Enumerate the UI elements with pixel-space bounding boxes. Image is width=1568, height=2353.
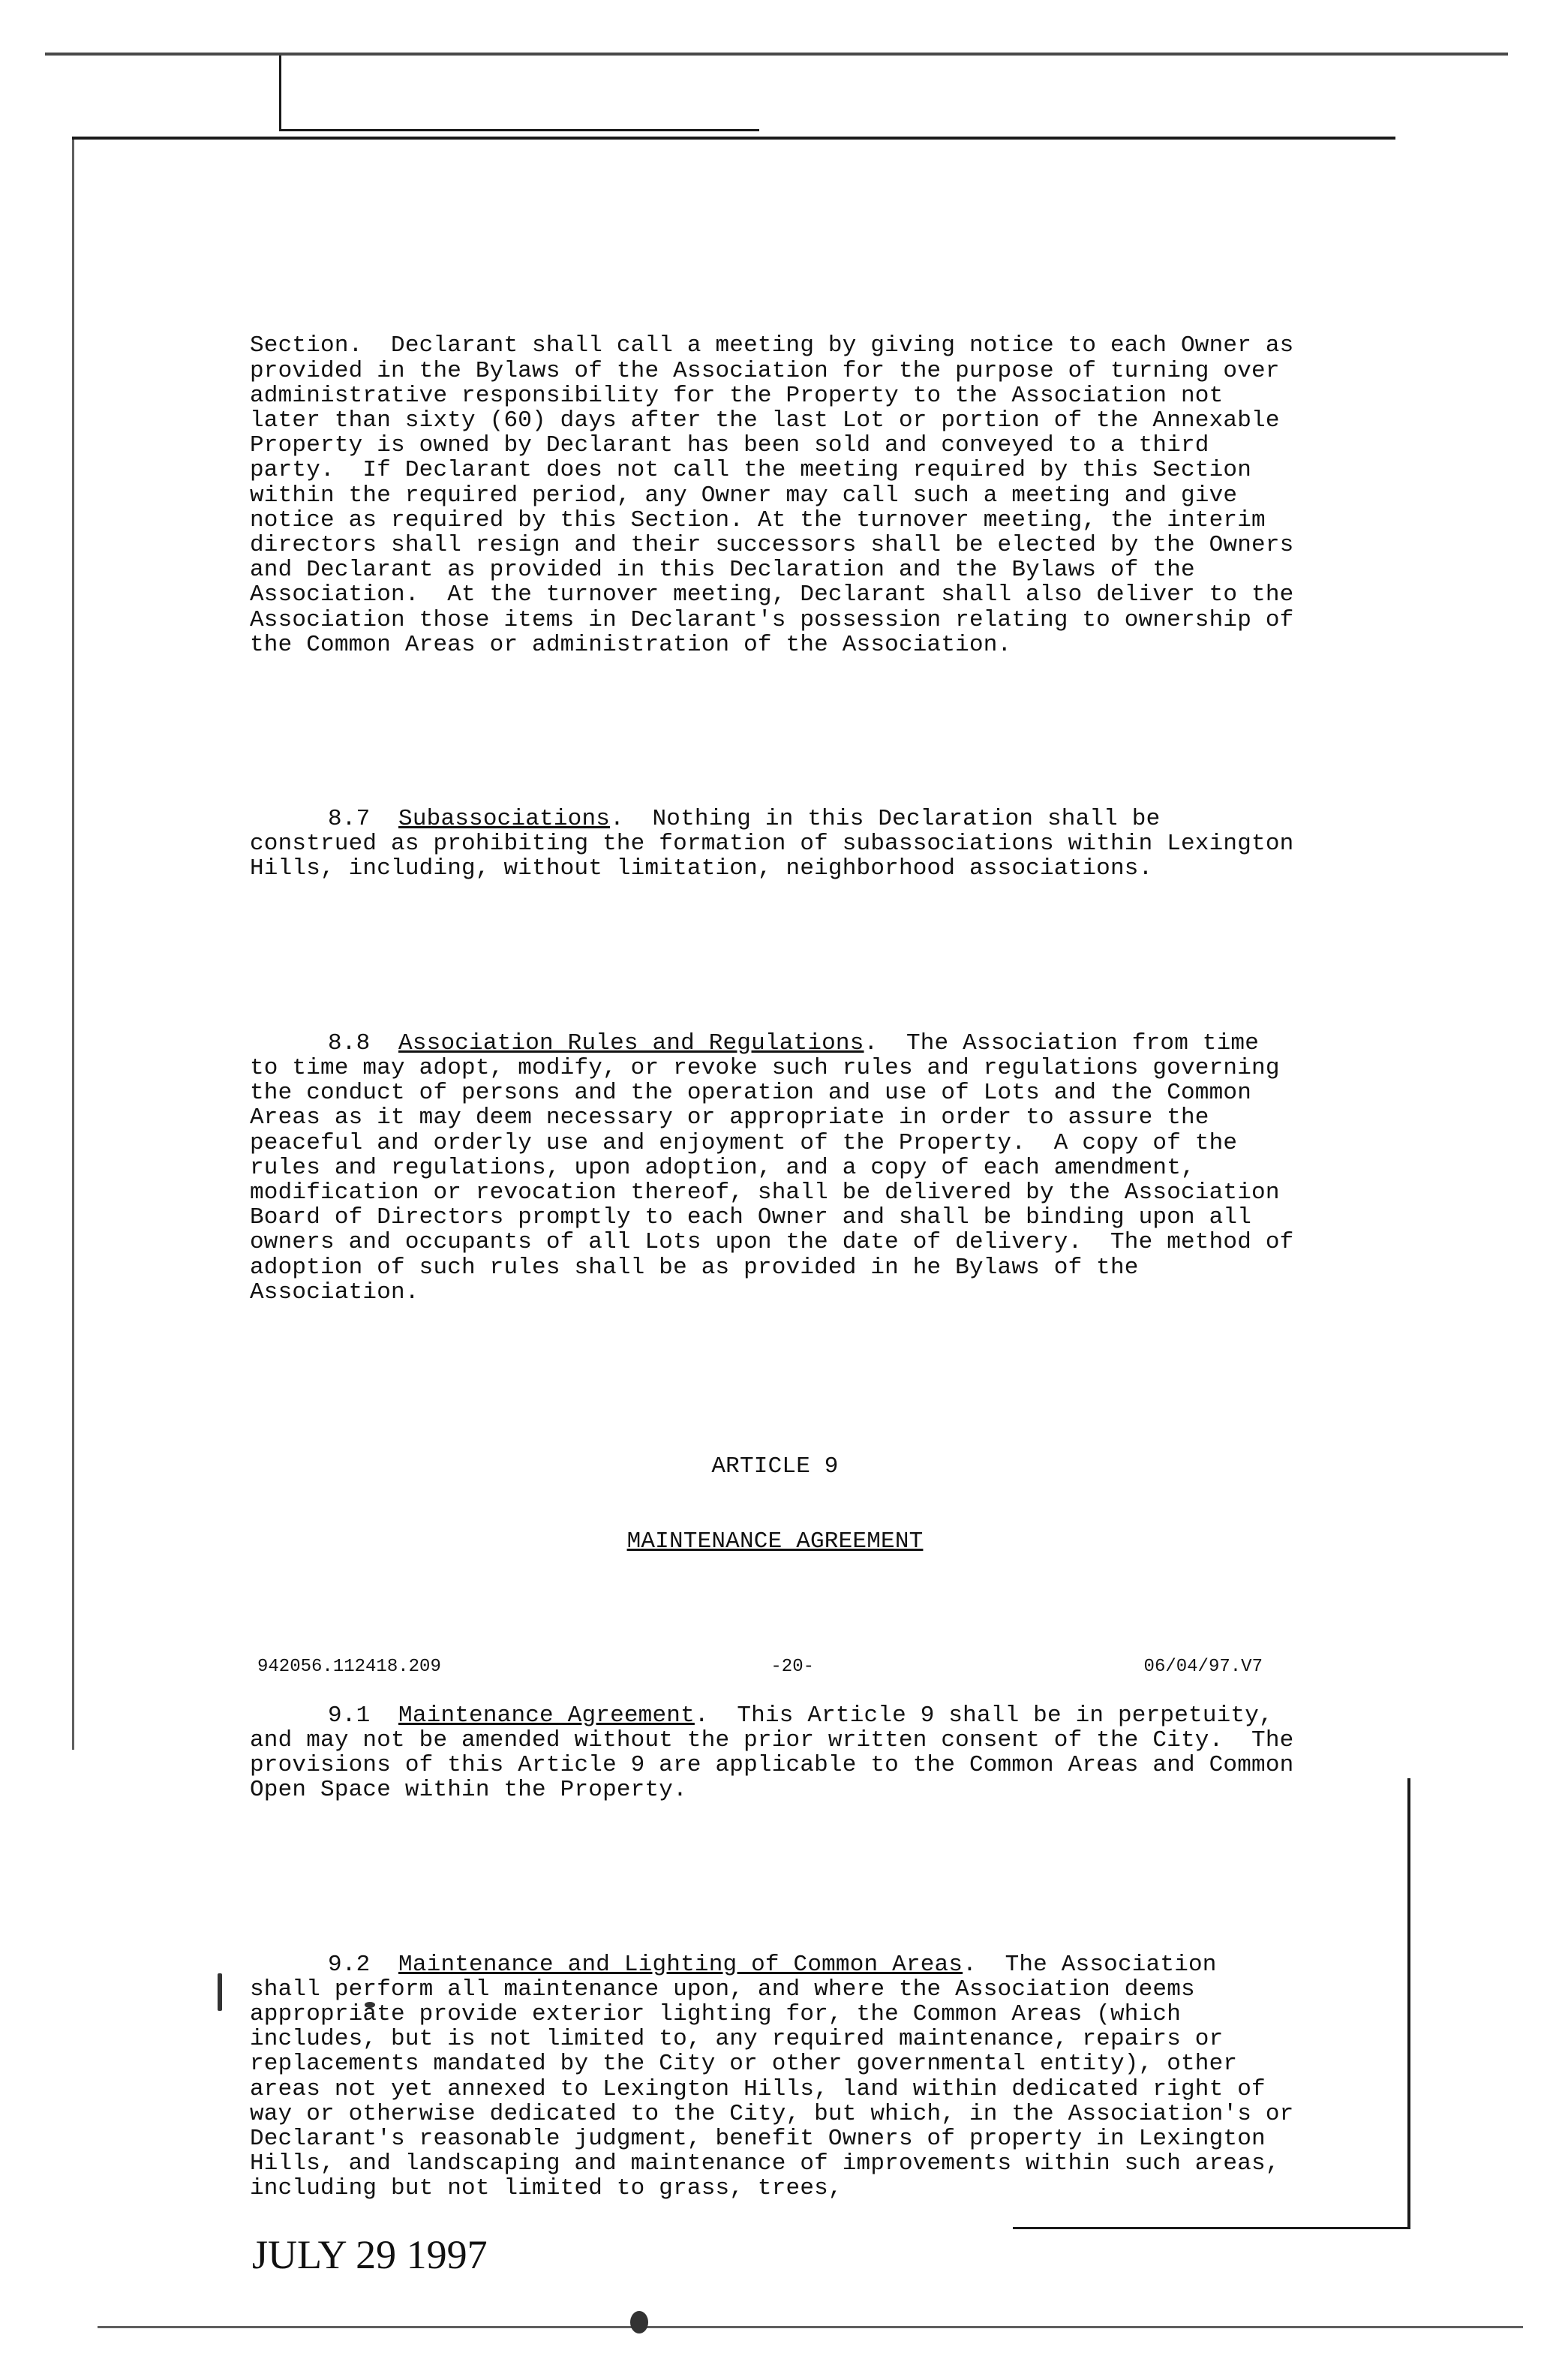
section-number: 9.2 [328, 1951, 371, 1978]
scan-tab-box [279, 56, 281, 131]
article-subheading: MAINTENANCE AGREEMENT [626, 1528, 924, 1555]
section-text: . Nothing in this Declaration shall be construed as prohibiting the formation of subassociations within Lexington Hills, including, without limitation, neighborhood associations. [250, 806, 1308, 882]
paragraph: Section. Declarant shall call a meeting by giving notice to each Owner as provided in the Bylaws of the Association for the purpose of turning over administrative responsibility for the Property to the Association not later than sixty (60) days after the last Lot or portion of the Annexable Property is owned by Declarant has been sold and conveyed to a third party. If Declarant does not call the meeting required by this Section within the required period, any Owner may call such a meeting and give notice as required by this Section. At the turnover meeting, the interim directors shall resign and their successors shall be elected by the Owners and Declarant as provided in this Declaration and the Bylaws of the Association. At the turnover meeting, Declarant shall also deliver to the Association those items in Declarant's possession relating to ownership of the Common Areas or administration of the Association. [250, 332, 1308, 658]
section-text: . This Article 9 shall be in perpetuity, and may not be amended without the prior written consent of the City. The provisions of this Article 9 are applicable to the Common Areas and Common Open Space within the Property. [250, 1702, 1308, 1804]
scan-top-edge [45, 53, 1508, 56]
scan-lower-right-box [1407, 1778, 1410, 2228]
scan-tab-box-bottom [279, 129, 759, 131]
section-text: . The Association shall perform all maintenance upon, and where the Association deems appropriate provide exterior lighting for, the Common Areas (which includes, but is not limited to, any required maintenance, repairs or replacements mandated by the City or other governmental entity), other areas not yet annexed to Lexington Hills, land within dedicated right of way or otherwise dedicated to the City, but which, in the Association's or Declarant's reasonable judgment, benefit Owners of property in Lexington Hills, and landscaping and maintenance of improvements within such areas, including but not limited to grass, trees, [250, 1951, 1308, 2202]
scan-speck [218, 1973, 222, 2011]
section-number: 8.7 [328, 806, 371, 833]
scan-header-rule [72, 137, 1395, 140]
scan-speck [630, 2311, 648, 2333]
section-8-8 [250, 1029, 1308, 1306]
section-text: . The Association from time to time may adopt, modify, or revoke such rules and regulations governing the conduct of persons and the operation and use of Lots and the Common Areas as it may deem necessary or appropriate in order to assure the peaceful and orderly use and enjoyment of the Property. A copy of the rules and regulations, upon adoption, and a copy of each amendment, modification or revocation thereof, shall be delivered by the Association Board of Directors promptly to each Owner and shall be binding upon all owners and occupants of all Lots upon the date of delivery. The method of adoption of such rules shall be as provided in he Bylaws of the Association. [250, 1029, 1308, 1306]
page-footer [257, 1657, 1263, 1677]
section-title: Association Rules and Regulations [398, 1029, 864, 1056]
document-body [250, 284, 1308, 2251]
section-9-1 [250, 1702, 1308, 1804]
section-title: Subassociations [398, 806, 611, 833]
section-number: 9.1 [328, 1702, 371, 1729]
section-8-7 [250, 806, 1308, 882]
date-stamp: JULY 29 1997 [252, 2232, 488, 2277]
footer-page-number: -20- [770, 1657, 814, 1677]
section-title: Maintenance Agreement [398, 1702, 695, 1729]
scan-bottom-edge [98, 2326, 1523, 2328]
section-title: Maintenance and Lighting of Common Areas [398, 1951, 963, 1978]
scan-left-edge [72, 137, 74, 1750]
footer-doc-id: 942056.112418.209 [257, 1657, 441, 1677]
section-9-2 [250, 1951, 1308, 2202]
footer-version: 06/04/97.V7 [1143, 1657, 1263, 1677]
article-heading: ARTICLE 9 [711, 1453, 839, 1480]
section-number: 8.8 [328, 1029, 371, 1056]
